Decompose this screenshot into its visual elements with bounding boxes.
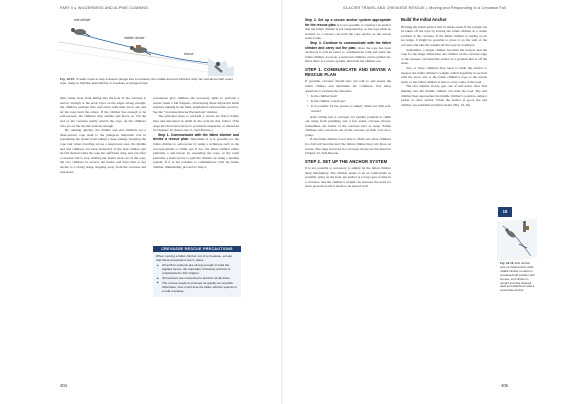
left-page-number: 404 [60,383,67,388]
right-page-number: 405 [501,383,508,388]
paragraph: Two or three climbers may need to build the anchor to support the fallen climber’s weight, which hopefully is secured with the snow axe or the fallen climber’s rope to the rescue team, or the fallen climber is able to carry some of the load. [401,65,487,84]
step-3-summary [305,41,391,64]
sidebar-list [156,263,238,293]
rope-team-illustration [58,12,234,76]
lead-climber-figure [208,58,234,76]
left-running-head: PART II ▸ WILDERNESS AND ALPINE CLIMBING [60,6,149,10]
caption-number: Fig. 19-16. [500,261,515,265]
paragraph: It is not possible or necessary to simply let the fallen climber hang indefinitely. The climber needs to be as comfortable as possible, lying on the hole. An anchor is a long span of time in a crevasse, and the climber’s weight can increase the need for more protection and it needs to be placed well. [305,166,391,189]
step-1-text: Determine if it is possible for the fallen climber to self-rescue by using a technique such as the crevasse-prusik or climb out. If not, the fallen climber either performs a self-rescue by ascending the rope, or the team performs a team rescue to pull the climber up using a hauling system. If it is not possible to communicate with the fallen climber, immediately proceed to Step 2. [153,137,239,169]
step-2-text: It is not possible to construct an anchor that the fallen climber is not suspended by, so the rope must be secured so a rescuer can hold the rope anchor as the rescue team works. [305,22,391,41]
list-item: • Is the climber hurt? [311,94,391,99]
paragraph: The end climber slowly gets out of self-arrest, after first making sure the middle climber can hold the load. The end climber then approaches the middle climber’s position, using a picket or other anchor. When the anchor is good, the end climber can establish an initial anchor (Fig. 19-16). [401,84,487,107]
end-climber-figure [71,28,90,36]
right-column-1 [305,18,391,189]
middle-climber-figure [130,45,151,55]
figure-19-16-caption [500,262,536,293]
chapter-tab: 19 [498,207,512,217]
left-column-1 [60,96,146,174]
middle-climber-label: middle climber [124,36,145,40]
paragraph: The principal steps to perform a rescue are listed briefly here and discussed in detail in the sections that follow. (The steps involved serve more to accelerate maneuver, as discussed in Chapters 10, Knots and 11, Self-Rescue.) [153,114,239,133]
list-item: • Is the climber conscious? [311,99,391,104]
sidebar-title: CREVASSE RESCUE PRECAUTIONS [153,246,241,252]
caption-text: In safer move to stop a deeper plunge into a crevasse: the middle and end climbers drop into self-arrest with a taut rope, ready to hold the load climber in crevasse or plunged rope. [60,77,233,86]
paragraph: By running quickly, the middle and end climbers set a three-person rope team to the plunge-in important role in preventing the leader from taking a deep plunge. Keeping the rope taut when traveling across a suspicious area, the middle and end climbers can keep backward of the lead climber and let fall instead when the rope has sufficient drag, and can offer a crevasse fall to stop. Rolling the leader back out on the rope, the two climbers in reverse the leader and have him or her anchor to a strong ledge, stepping away from the crevasse and self-arrest. [60,128,146,174]
step-3-label: Step 3. Continue to communicate with the fallen climber and carry out the plan. [305,40,391,50]
right-column-2 [401,18,487,107]
end-climber-label: end climber [74,18,91,22]
subheading-build-initial-anchor: Build the Initial Anchor [401,17,447,22]
sidebar-body [153,252,241,297]
figure-19-15-caption [60,77,238,85]
paragraph: their center body from falling into the hole. If the crevasse is narrow enough or the snow layer on the edges strong enough, the climbers perhaps may self-arrest with their snow axe and let the rope hold the others. If the climber has enough to be self-rescued, the climbers may remain and move on. On the end of the crevasse gently stretch the rope, tie the climbers who are on the lip and walk far enough. [60,96,146,128]
section-heading-step-2: STEP 2. SET UP THE ANCHOR SYSTEM [305,158,388,164]
sidebar-item: ■ All anchor systems are strong enough to hold the applied forces; the important of backup anchors is emphasized in this chapter. [162,263,238,275]
sidebar-intro: When moving a fallen climber out of a crevasse, ensure that these precautions are in place: [156,254,233,263]
paragraph: After falling into a crevasse, it’s usually possible to climb out using from prusiking and a few easier crevasse moves. Sometimes, the inside of the crevasse isn’t as steep. Fallen climbers who can move out of the crevasse on their own are a group. [305,114,391,137]
paragraph: If possible, rescuers should also can talk to and assess the fallen climber and determine the condition. Use these questions to evaluate the situation: [305,79,391,93]
running-head-chapter: GLACIER TRAVEL AND CREVASSE RESCUE [343,6,425,10]
right-running-head [343,6,506,10]
sidebar-item: ■ The rescue needs to proceed as quickly as possible. Otherwise, how much time the fallen climber spends in a cold crevasse. [162,281,238,293]
paragraph: If the fallen climber is not able to climb out, most climbers in a fall will become hurt; the fallen climber may rely more on rescue. The steps involved in a crevasse rescue are discussed in Chapter 12, Self-Rescue. [305,137,391,156]
list-item: • Is it possible for the person to simply climb out with self-rescue? [311,104,391,113]
running-head-separator: ▸ [426,6,429,10]
crevasse-rescue-precautions-sidebar [153,246,241,297]
step-3-text: Once the rope has been anchored, it will be easier to communicate with and assist the fallen climber. A rescue, a team and climbers can be pulled out. Once there is a rescue system, then haul the climber out. [305,45,391,64]
section-heading-step-1: STEP 1. COMMUNICATE AND DEVISE A RESCUE PLAN [305,66,391,78]
left-column-2 [153,96,239,170]
running-head-section: Moving and Responding to a Crevasse Fall [429,6,506,10]
paragraph: Sometimes, a single climber becomes the belayer and the rope for the ledge. Otherwise, the climber on the crevasse edge or the rescuers can build the anchor in a position that is off the hook. [401,47,487,66]
step-2-label: Step 2. Set up a secure anchor system appropriate for the rescue plan. [305,18,391,27]
paragraph: procedures give climbers the necessary skills to perform a rescue when a fall happens. Developing these important skills requires training in the field, augmented with periodic practice. See the “Crevasse Rescue Precautions” sidebar. [153,96,239,114]
caption-text: End climber sets up initial anchor while middle climber remains in crevasse-hold position with ice axe; end climber is upright and has retained pack and attached it with a snow fluke anchor. [500,261,535,293]
caption-number: Fig. 19-15. [60,77,76,81]
step-1-paragraph [153,133,239,170]
sidebar-item: ■ All rescuers are connected to anchors at all times. [162,276,238,280]
step-2-summary [305,18,391,41]
paragraph: Holding the initial anchor will be made easier if the weight can be taken off the rope by having the fallen climber in a stable position at the crevasse. If the fallen climber is resting on an ice ledge, it might be possible to place it on the wall of the crevasse and take the weight off the rope by loading it. [401,24,487,47]
assessment-questions-list [305,94,391,113]
step-1-label: Step 1. Communicate with the fallen climber and devise a rescue plan. [153,132,239,142]
rope-label: rescue [184,52,194,56]
